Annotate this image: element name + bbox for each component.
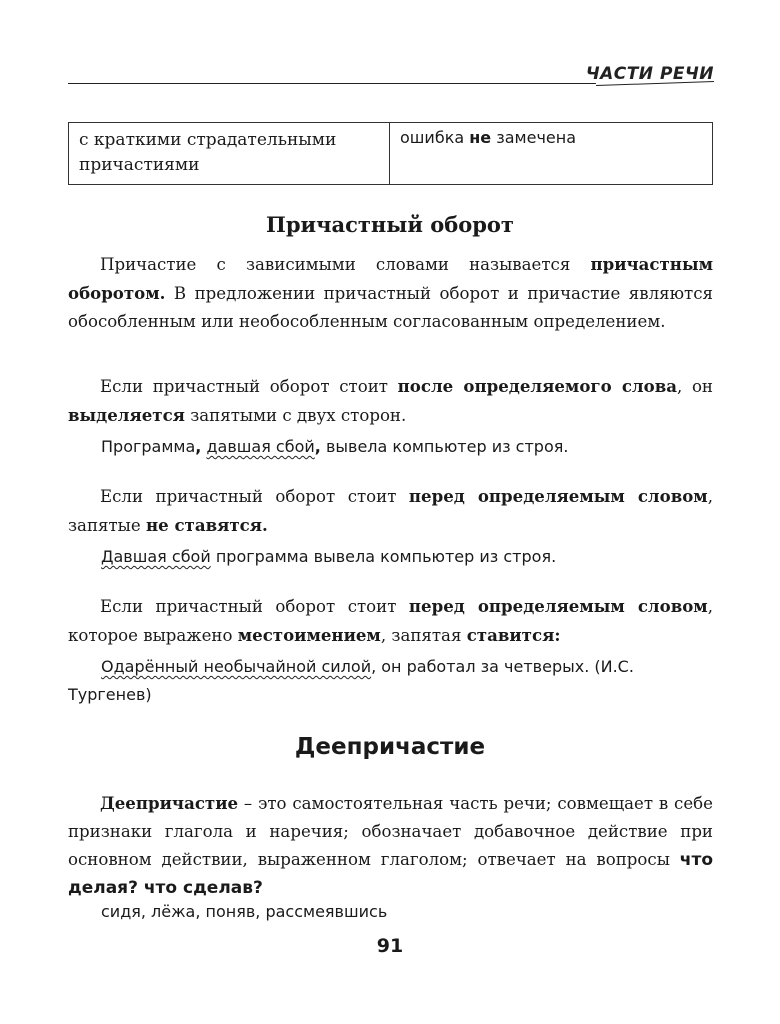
- rules-table: [68, 122, 713, 185]
- participle-phrase-underlined: Давшая сбой: [101, 547, 211, 566]
- table-row: [69, 123, 713, 185]
- example-before-pronoun: Одарённый необычайной силой, он работал за четверых. (И.С. Тургенев): [68, 657, 634, 704]
- participle-phrase-definition: Причастие с зависимыми словами называется причастным оборотом. В предложении причастный оборот и причастие являются обособленным или необособленным согласованным определением.: [68, 254, 713, 331]
- rule-before-pronoun: Если причастный оборот стоит перед определяемым словом, которое выражено местоимением, запятая ставится:: [68, 596, 713, 645]
- header-rule: [68, 83, 596, 84]
- participle-phrase-underlined: давшая сбой: [206, 437, 315, 456]
- gerund-definition: Деепричастие – это самостоятельная часть речи; совмещает в себе признаки глагола и наречия; обозначает добавочное действие при основном действии, выраженном глаголом; отвечает на вопросы что делая? что сделав?: [68, 793, 713, 898]
- page-number: 91: [376, 935, 404, 957]
- table-cell-condition: с краткими страдательными причастиями: [69, 123, 390, 185]
- participle-phrase-underlined: Одарённый необычайной силой: [101, 657, 372, 676]
- rule-after-noun: Если причастный оборот стоит после определяемого слова, он выделяется запятыми с двух сторон.: [68, 376, 713, 425]
- gerund-heading: Деепричастие: [294, 734, 486, 760]
- section-running-title: ЧАСТИ РЕЧИ: [585, 64, 714, 84]
- rule-before-noun: Если причастный оборот стоит перед определяемым словом, запятые не ставятся.: [68, 486, 713, 535]
- participle-phrase-heading: Причастный оборот: [266, 212, 514, 237]
- gerund-examples: сидя, лёжа, поняв, рассмеявшись: [101, 902, 388, 921]
- table-cell-result: ошибка не замечена: [390, 123, 713, 185]
- example-before-noun: Давшая сбой программа вывела компьютер из строя.: [101, 547, 557, 566]
- example-after-noun: Программа, давшая сбой, вывела компьютер из строя.: [101, 437, 569, 456]
